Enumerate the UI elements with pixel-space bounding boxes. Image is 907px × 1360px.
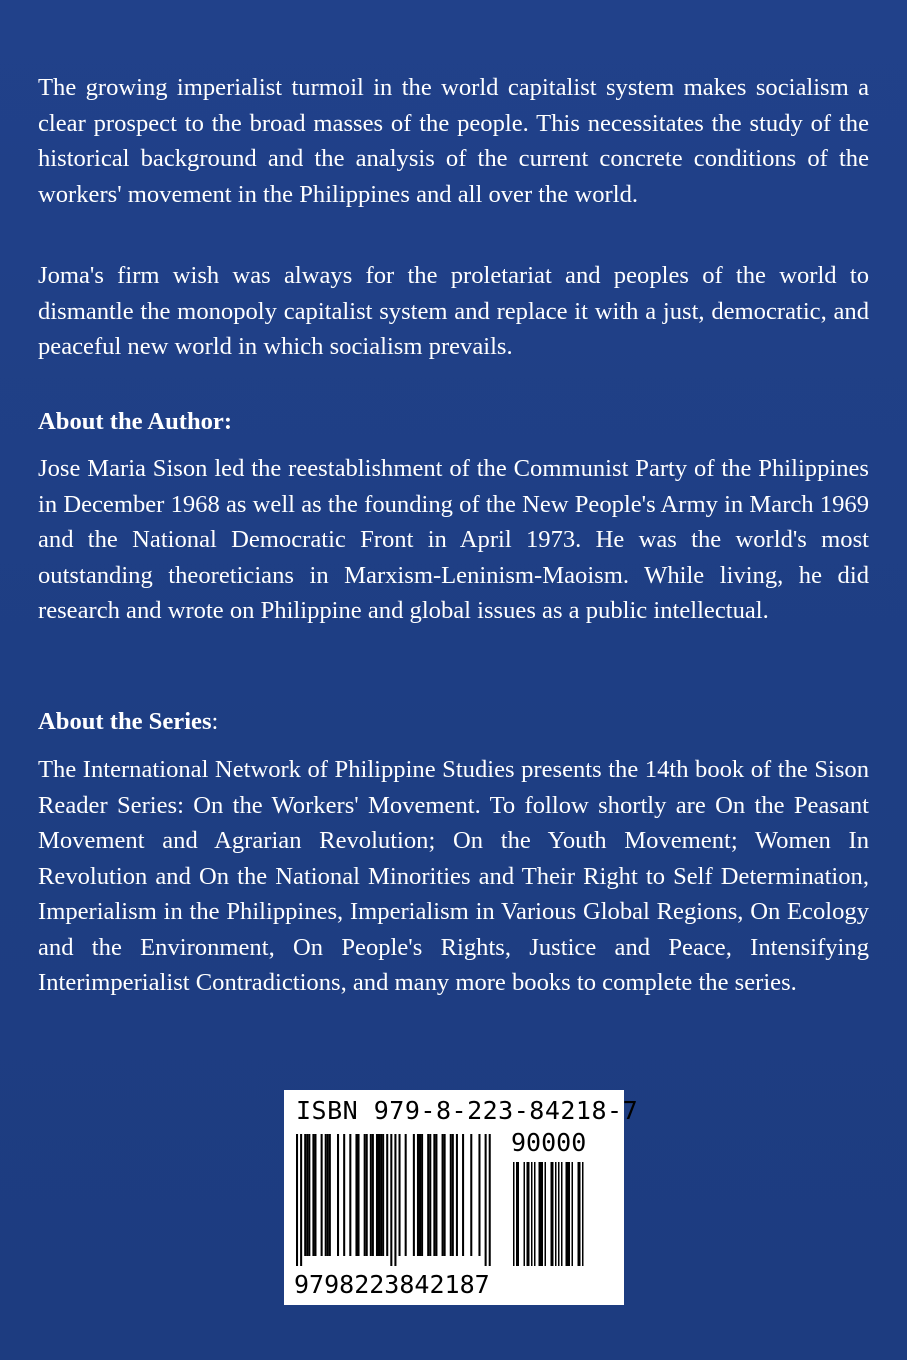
barcode-bar <box>462 1134 464 1256</box>
barcode-bar <box>343 1134 345 1256</box>
barcode-bar <box>582 1162 584 1266</box>
barcode-bar <box>421 1134 423 1256</box>
about-series-text: The International Network of Philippine Studies presents the 14th book of the Sison Reader Series: On the Workers' Movement. To follow shortly are On the Peasant Movement and Agrarian Revolution; On the Youth Movement; Women In Revolution and On the National Minorities and Their Right to Self Determination, Imperialism in the Philippines, Imperialism in Various Global Regions, On Ecology and the Environment, On People's Rights, Justice and Peace, Intensifying Interimperialist Contradictions, and many more books to complete the series. <box>38 756 869 996</box>
barcode-bar <box>300 1134 302 1266</box>
barcode-bar <box>531 1162 533 1266</box>
barcode-bar <box>485 1134 487 1266</box>
barcode-bar <box>382 1134 384 1256</box>
about-author-heading: About the Author: <box>38 408 233 435</box>
barcode-bar <box>518 1162 520 1266</box>
barcode-bar <box>450 1134 452 1256</box>
barcode-bar <box>513 1162 515 1266</box>
barcode-bar <box>386 1134 388 1256</box>
barcode-bar <box>442 1134 444 1256</box>
isbn-barcode <box>284 1090 639 1305</box>
ean-digits: 9798223842187 <box>294 1270 490 1299</box>
barcode-bar <box>542 1162 544 1266</box>
barcode-bar <box>578 1162 580 1266</box>
barcode-bar <box>349 1134 351 1256</box>
barcode-bar <box>372 1134 374 1256</box>
barcode-bar <box>555 1162 557 1266</box>
intro-paragraph: The growing imperialist turmoil in the world capitalist system makes socialism a clear prospect to the broad masses of the people. This necessitates the study of the historical background and the analysis of the current concrete conditions of the workers' movement in the Philippines and all over the world. <box>38 74 869 208</box>
barcode-bar <box>427 1134 429 1256</box>
barcode-bar <box>528 1162 530 1266</box>
barcode-bar <box>312 1134 314 1256</box>
barcode-bar <box>314 1134 316 1256</box>
barcode-bar <box>296 1134 298 1266</box>
barcode-bar <box>567 1162 569 1266</box>
barcode-bar <box>370 1134 372 1256</box>
barcode-bar <box>419 1134 421 1256</box>
barcode-bar <box>337 1134 339 1256</box>
about-series-heading <box>38 704 218 740</box>
barcode-bar <box>579 1162 581 1266</box>
barcode-bar <box>452 1134 454 1256</box>
barcode-bar <box>358 1134 360 1256</box>
barcode-bar <box>433 1134 435 1256</box>
barcode-bar <box>552 1162 554 1266</box>
barcode-bar <box>405 1134 407 1256</box>
barcode-bar <box>545 1162 547 1266</box>
barcode-bar <box>566 1162 568 1266</box>
isbn-label: ISBN 979-8-223-84218-7 <box>296 1096 639 1125</box>
price-code: 90000 <box>511 1128 587 1157</box>
barcode-bar <box>516 1162 518 1266</box>
barcode-bar <box>364 1134 366 1256</box>
barcode-bar <box>435 1134 437 1256</box>
barcode-bar <box>429 1134 431 1256</box>
barcode-bar <box>399 1134 401 1256</box>
barcode-bar <box>325 1134 327 1256</box>
barcode-bar <box>380 1134 382 1256</box>
barcode-bar <box>366 1134 368 1256</box>
barcode-bar <box>390 1134 392 1266</box>
barcode-bar <box>524 1162 526 1266</box>
barcode-bar <box>540 1162 542 1266</box>
barcode-bar <box>306 1134 308 1256</box>
about-series-heading-text: About the Series <box>38 708 212 735</box>
barcode-bar <box>444 1134 446 1256</box>
barcode-bar <box>304 1134 306 1256</box>
barcode-bar <box>417 1134 419 1256</box>
barcode-bar <box>470 1134 472 1256</box>
barcode-bar <box>489 1134 491 1266</box>
barcode-bar <box>456 1134 458 1256</box>
barcode-bar <box>551 1162 553 1266</box>
barcode-bar <box>321 1134 323 1256</box>
barcode-bar <box>539 1162 541 1266</box>
barcode-bar <box>308 1134 310 1256</box>
barcode-bar <box>527 1162 529 1266</box>
barcode-bar <box>572 1162 574 1266</box>
barcode-bar <box>355 1134 357 1256</box>
barcode-bar <box>413 1134 415 1256</box>
barcode-bar <box>327 1134 329 1256</box>
barcode-bar <box>376 1134 378 1256</box>
about-series-heading-colon: : <box>211 708 219 735</box>
barcode-bar <box>378 1134 380 1256</box>
barcode-bar <box>569 1162 571 1266</box>
wish-paragraph: Joma's firm wish was always for the proletariat and peoples of the world to dismantle the monopoly capitalist system and replace it with a just, democratic, and peaceful new world in which socialism prevails. <box>38 262 869 360</box>
barcode-bar <box>561 1162 563 1266</box>
barcode-bar <box>558 1162 560 1266</box>
barcode-bar <box>394 1134 396 1266</box>
about-author-text: Jose Maria Sison led the reestablishment of the Communist Party of the Philippines in December 1968 as well as the founding of the New People's Army in March 1969 and the National Democratic Front in April 1973. He was the world's most outstanding theoreticians in Marxism-Leninism-Maoism. While living, he did research and wrote on Philippine and global issues as a public intellectual. <box>38 455 869 624</box>
barcode-bar <box>329 1134 331 1256</box>
barcode-bar <box>534 1162 536 1266</box>
barcode-bar <box>478 1134 480 1256</box>
